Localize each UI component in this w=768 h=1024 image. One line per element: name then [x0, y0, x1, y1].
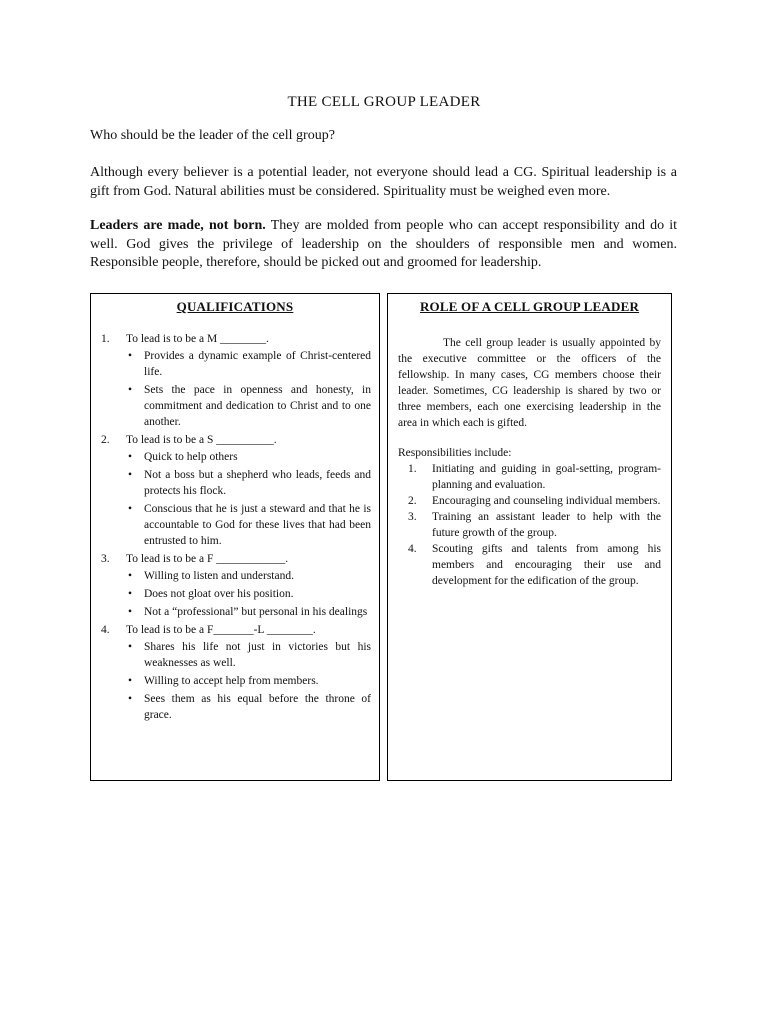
- qualification-bullets: [126, 639, 371, 723]
- qualification-bullets: [126, 348, 371, 430]
- bullet-dot-icon: •: [128, 384, 133, 396]
- document-title: THE CELL GROUP LEADER: [287, 94, 481, 110]
- leaders-made-bold: Leaders are made, not born.: [90, 218, 266, 233]
- qualification-text: To lead is to be a F_______-L ________.: [126, 624, 316, 636]
- bullet-text: Shares his life not just in victories but his weaknesses as well.: [144, 641, 371, 669]
- qualification-text: To lead is to be a F ____________.: [126, 553, 289, 565]
- bullet-text: Sees them as his equal before the throne of grace.: [144, 693, 371, 721]
- qualification-number: 3.: [101, 553, 110, 565]
- intro-question: Who should be the leader of the cell group?: [90, 128, 335, 143]
- bullet-dot-icon: •: [128, 451, 133, 463]
- potential-leader-paragraph: Although every believer is a potential leader, not everyone should lead a CG. Spiritual leadership is a gift from God. Natural abilities must be considered. Spirituality must be weighed even more.: [90, 165, 677, 199]
- bullet-dot-icon: •: [128, 350, 133, 362]
- bullet-text: Willing to accept help from members.: [144, 675, 319, 687]
- bullet-item: [126, 449, 371, 465]
- qualification-number: 2.: [101, 434, 110, 446]
- role-box: [387, 293, 672, 781]
- bullet-text: Not a boss but a shepherd who leads, feeds and protects his flock.: [144, 469, 371, 497]
- bullet-item: [126, 467, 371, 499]
- qualification-item: [91, 331, 379, 430]
- qualification-text: To lead is to be a M ________.: [126, 333, 269, 345]
- bullet-item: [126, 501, 371, 549]
- responsibility-number: 2.: [408, 495, 417, 507]
- qualification-number: 1.: [101, 333, 110, 345]
- bullet-dot-icon: •: [128, 693, 133, 705]
- bullet-text: Quick to help others: [144, 451, 238, 463]
- bullet-item: [126, 673, 371, 689]
- qualification-item: [91, 622, 379, 723]
- qualifications-heading: QUALIFICATIONS: [176, 299, 294, 314]
- responsibility-text: Scouting gifts and talents from among his members and encouraging their use and development for the edification of the group.: [432, 543, 661, 587]
- bullet-text: Conscious that he is just a steward and that he is accountable to God for these lives that had been entrusted to him.: [144, 503, 371, 547]
- qualification-text: To lead is to be a S __________.: [126, 434, 277, 446]
- bullet-item: [126, 382, 371, 430]
- qualifications-list: [91, 331, 379, 723]
- bullet-item: [126, 604, 371, 620]
- qualification-bullets: [126, 449, 371, 549]
- qualification-item: [91, 551, 379, 620]
- leaders-made-paragraph: [90, 217, 677, 273]
- bullet-text: Not a “professional” but personal in his dealings: [144, 606, 368, 618]
- role-intro-paragraph: The cell group leader is usually appointed by the executive committee or the officers of the fellowship. In many cases, CG members choose their leader. Sometimes, CG leadership is shared by two or three members, each one exercising leadership in the area in which each is gifted.: [398, 337, 661, 429]
- responsibility-item: [388, 493, 661, 509]
- bullet-item: [126, 568, 371, 584]
- bullet-text: Sets the pace in openness and honesty, in commitment and dedication to Christ and to one another.: [144, 384, 371, 428]
- bullet-item: [126, 586, 371, 602]
- leaders-made-text: They are molded from people who can accept responsibility and do it well. God gives the privilege of leadership on the shoulders of responsible men and women. Responsible people, therefore, should be picked out and groomed for leadership.: [90, 218, 677, 270]
- responsibility-item: [388, 461, 661, 493]
- bullet-dot-icon: •: [128, 570, 133, 582]
- qualifications-box: [90, 293, 380, 781]
- responsibility-text: Initiating and guiding in goal-setting, program-planning and evaluation.: [432, 463, 661, 491]
- responsibility-text: Encouraging and counseling individual members.: [432, 495, 661, 507]
- qualification-bullets: [126, 568, 371, 620]
- responsibility-item: [388, 509, 661, 541]
- bullet-dot-icon: •: [128, 675, 133, 687]
- bullet-item: [126, 639, 371, 671]
- responsibility-number: 1.: [408, 463, 417, 475]
- bullet-dot-icon: •: [128, 641, 133, 653]
- responsibilities-list: [388, 461, 671, 589]
- bullet-dot-icon: •: [128, 606, 133, 618]
- bullet-text: Willing to listen and understand.: [144, 570, 294, 582]
- responsibility-number: 4.: [408, 543, 417, 555]
- bullet-dot-icon: •: [128, 503, 133, 515]
- responsibility-number: 3.: [408, 511, 417, 523]
- responsibility-item: [388, 541, 661, 589]
- bullet-text: Provides a dynamic example of Christ-centered life.: [144, 350, 371, 378]
- role-heading: ROLE OF A CELL GROUP LEADER: [419, 299, 640, 314]
- responsibilities-label: Responsibilities include:: [398, 447, 512, 459]
- bullet-item: [126, 691, 371, 723]
- bullet-dot-icon: •: [128, 469, 133, 481]
- bullet-item: [126, 348, 371, 380]
- qualification-item: [91, 432, 379, 549]
- bullet-text: Does not gloat over his position.: [144, 588, 294, 600]
- bullet-dot-icon: •: [128, 588, 133, 600]
- qualification-number: 4.: [101, 624, 110, 636]
- responsibility-text: Training an assistant leader to help with the future growth of the group.: [432, 511, 661, 539]
